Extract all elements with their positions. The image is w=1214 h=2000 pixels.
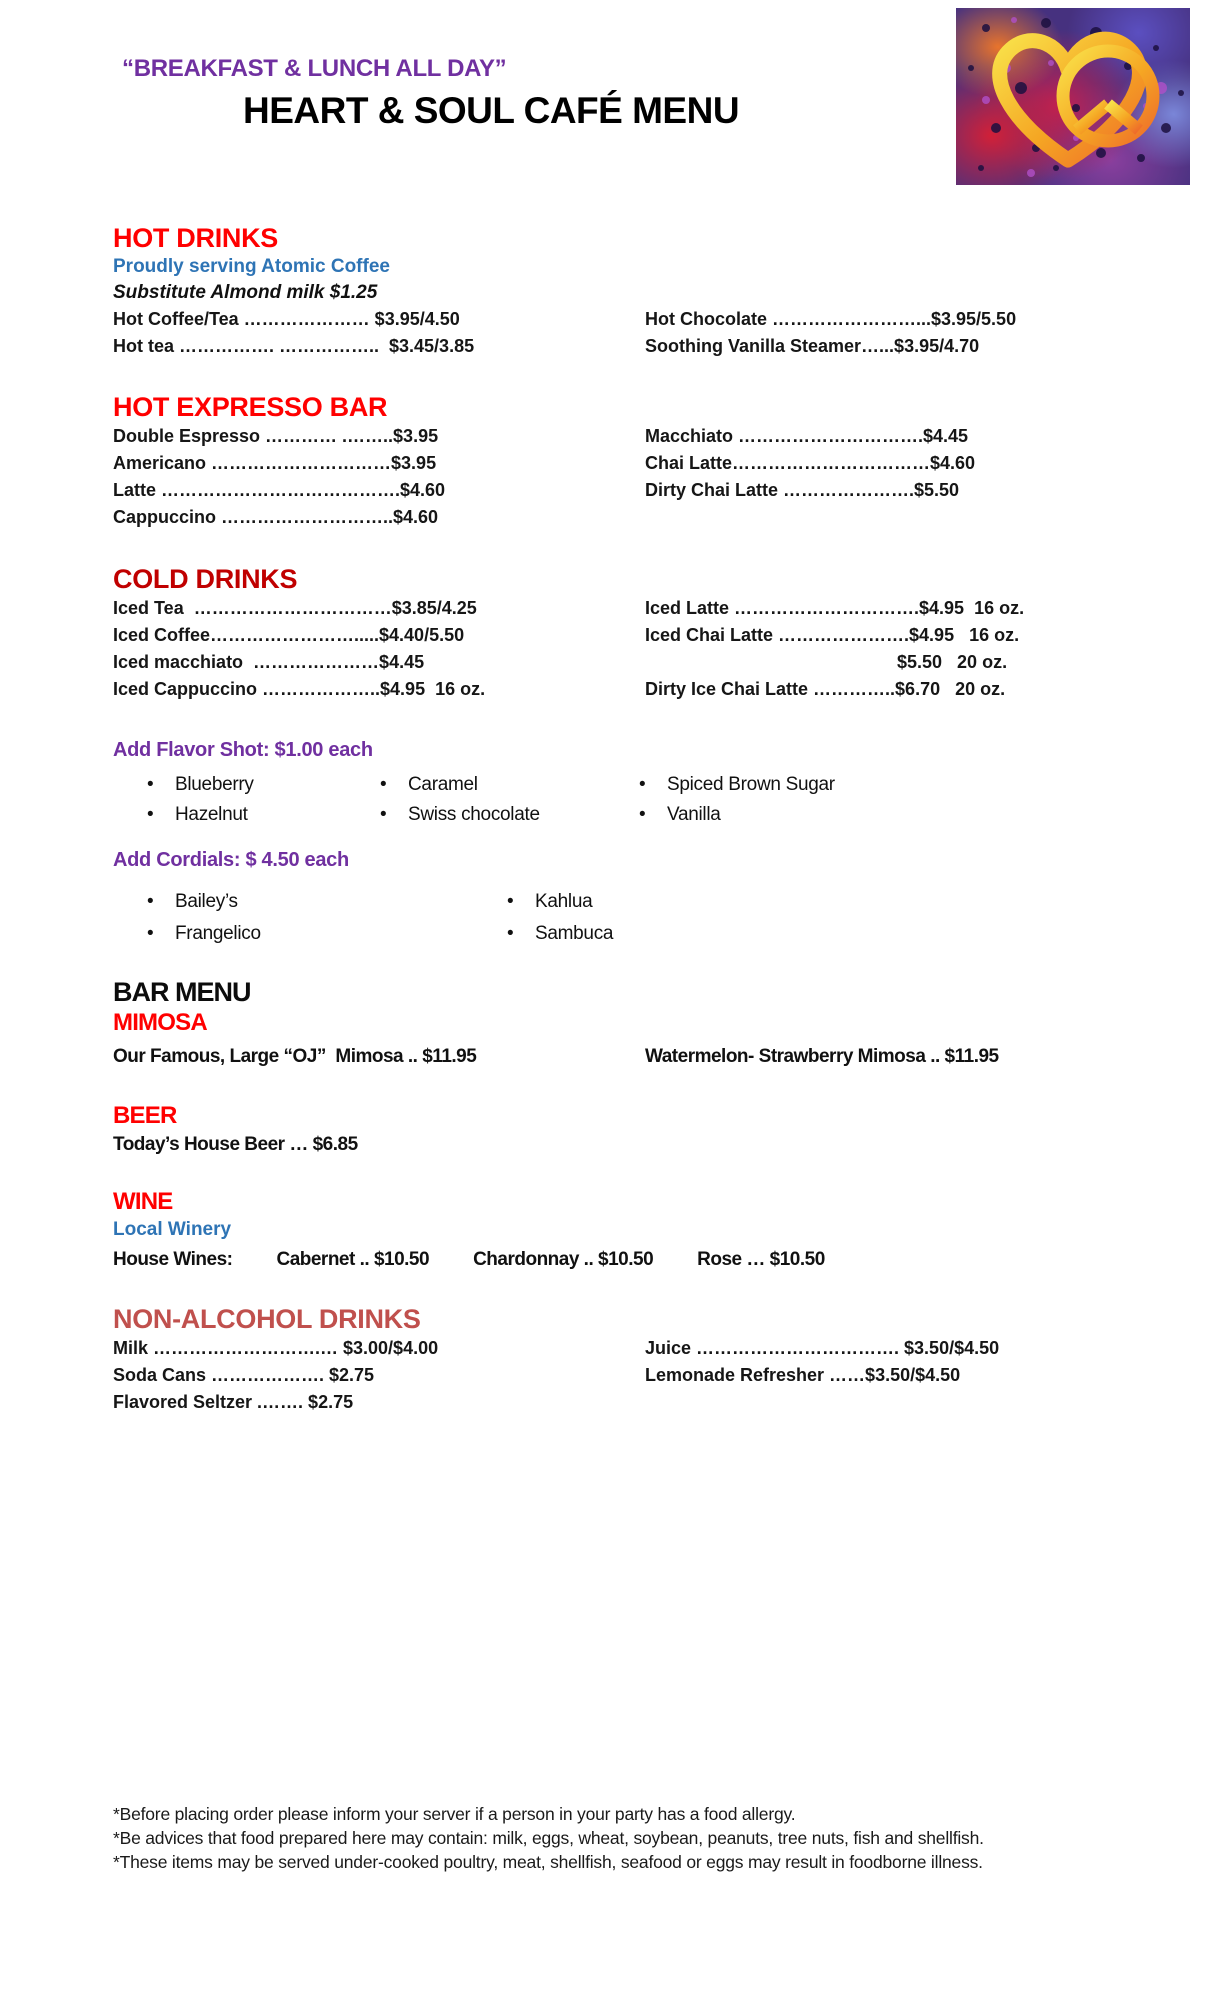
- beer-item: Today’s House Beer … $6.85: [113, 1134, 358, 1155]
- heart-peace-splatter-logo: [956, 8, 1190, 185]
- menu-item: Milk ……………………….… $3.00/$4.00: [113, 1338, 439, 1358]
- section-cold-drinks: [113, 563, 1124, 703]
- mimosa-item-right: Watermelon- Strawberry Mimosa .. $11.95: [645, 1046, 999, 1067]
- menu-item: Juice ……………………………. $3.50/$4.50: [645, 1338, 1000, 1358]
- cold-drinks-right-column: [645, 595, 1124, 703]
- menu-content: [0, 55, 1214, 1874]
- hot-expresso-title: HOT EXPRESSO BAR: [113, 392, 388, 422]
- disclaimer-line: *Before placing order please inform your server if a person in your party has a food allergy.: [113, 1804, 796, 1824]
- non-alcohol-left-column: [113, 1335, 645, 1416]
- menu-item: Dirty Ice Chai Latte …………..$6.70 20 oz.: [645, 679, 1006, 699]
- non-alcohol-title: NON-ALCOHOL DRINKS: [113, 1304, 421, 1334]
- hot-drinks-right-column: [645, 306, 1124, 360]
- wine-items: [276, 1246, 824, 1273]
- cordials-title: Add Cordials: $ 4.50 each: [113, 849, 349, 871]
- menu-item: Cappuccino ………………………..$4.60: [113, 507, 439, 527]
- menu-item: Americano …………………………$3.95: [113, 453, 437, 473]
- menu-item: Soothing Vanilla Steamer…...$3.95/4.70: [645, 336, 980, 356]
- section-beer: [113, 1101, 1124, 1158]
- flavor-column-2: [378, 770, 637, 830]
- wine-item: Rose … $10.50: [697, 1249, 825, 1270]
- wine-item: Cabernet .. $10.50: [276, 1249, 430, 1270]
- section-hot-expresso-bar: [113, 391, 1124, 531]
- hot-drinks-subtitle: Proudly serving Atomic Coffee: [113, 256, 390, 277]
- wine-subtitle: Local Winery: [113, 1219, 232, 1240]
- menu-item: Iced Latte ………………………….$4.95 16 oz.: [645, 598, 1025, 618]
- cordials-column-1: [145, 886, 505, 950]
- section-flavor-shots: [113, 736, 1124, 830]
- menu-item: Hot Coffee/Tea ………………… $3.95/4.50: [113, 309, 460, 329]
- cordial-item: • Sambuca: [505, 918, 1124, 950]
- beer-title: BEER: [113, 1102, 177, 1129]
- menu-item: Lemonade Refresher ……$3.50/$4.50: [645, 1365, 961, 1385]
- menu-item: Iced Tea ……………………………$3.85/4.25: [113, 598, 477, 618]
- disclaimer-line: *Be advices that food prepared here may contain: milk, eggs, wheat, soybean, peanuts, tree nuts, fish and shellfish.: [113, 1828, 984, 1848]
- menu-item: Double Espresso ………… .……..$3.95: [113, 426, 439, 446]
- heart-peace-icon: [956, 8, 1190, 185]
- menu-item: $5.50 20 oz.: [897, 652, 1008, 672]
- allergy-disclaimer: [113, 1802, 1033, 1874]
- wine-item: Chardonnay .. $10.50: [473, 1249, 654, 1270]
- menu-item: Flavored Seltzer .……. $2.75: [113, 1392, 354, 1412]
- cordial-item: • Bailey’s: [145, 886, 505, 918]
- tagline: “BREAKFAST & LUNCH ALL DAY”: [122, 55, 507, 82]
- hot-drinks-title: HOT DRINKS: [113, 223, 278, 253]
- disclaimer-line: *These items may be served under-cooked poultry, meat, shellfish, seafood or eggs may result in foodborne illness.: [113, 1852, 983, 1872]
- menu-item: Iced macchiato …………………$4.45: [113, 652, 425, 672]
- wine-title: WINE: [113, 1188, 173, 1215]
- flavor-shots-title: Add Flavor Shot: $1.00 each: [113, 739, 373, 761]
- menu-item: Hot tea ……………. …………….. $3.45/3.85: [113, 336, 475, 356]
- hot-drinks-left-column: [113, 306, 645, 360]
- cordial-item: • Kahlua: [505, 886, 1124, 918]
- section-hot-drinks: [113, 222, 1124, 360]
- menu-item: Iced Cappuccino ………………..$4.95 16 oz.: [113, 679, 486, 699]
- menu-item: Hot Chocolate ……………………...$3.95/5.50: [645, 309, 1017, 329]
- cold-drinks-title: COLD DRINKS: [113, 564, 298, 594]
- mimosa-title: MIMOSA: [113, 1009, 207, 1036]
- bar-menu-title: BAR MENU: [113, 977, 251, 1007]
- section-non-alcohol: [113, 1303, 1124, 1416]
- flavor-item: • Spiced Brown Sugar: [637, 770, 1124, 800]
- non-alcohol-right-column: [645, 1335, 1124, 1389]
- flavor-column-3: [637, 770, 1124, 830]
- hot-expresso-left-column: [113, 423, 645, 531]
- section-bar-menu: [113, 976, 1124, 1070]
- section-cordials: [113, 846, 1124, 950]
- mimosa-item-left: Our Famous, Large “OJ” Mimosa .. $11.95: [113, 1046, 477, 1067]
- page-title: HEART & SOUL CAFÉ MENU: [243, 90, 740, 131]
- wine-label: House Wines:: [113, 1249, 233, 1270]
- menu-item: Macchiato ………………………….$4.45: [645, 426, 969, 446]
- flavor-item: • Caramel: [378, 770, 637, 800]
- cordials-column-2: [505, 886, 1124, 950]
- flavor-column-1: [145, 770, 378, 830]
- cordial-item: • Frangelico: [145, 918, 505, 950]
- cold-drinks-left-column: [113, 595, 645, 703]
- flavor-item: • Hazelnut: [145, 800, 378, 830]
- menu-item: Iced Chai Latte ………………….$4.95 16 oz.: [645, 625, 1020, 645]
- menu-item: Soda Cans ………………. $2.75: [113, 1365, 375, 1385]
- hot-expresso-right-column: [645, 423, 1124, 504]
- menu-item: Iced Coffee…………………….....$4.40/5.50: [113, 625, 465, 645]
- flavor-item: • Swiss chocolate: [378, 800, 637, 830]
- section-wine: [113, 1187, 1124, 1273]
- flavor-item: • Blueberry: [145, 770, 378, 800]
- menu-item: Chai Latte……………………………$4.60: [645, 453, 976, 473]
- flavor-item: • Vanilla: [637, 800, 1124, 830]
- hot-drinks-note: Substitute Almond milk $1.25: [113, 282, 378, 303]
- menu-item: Dirty Chai Latte ………………….$5.50: [645, 480, 960, 500]
- menu-item: Latte ………………………………….$4.60: [113, 480, 446, 500]
